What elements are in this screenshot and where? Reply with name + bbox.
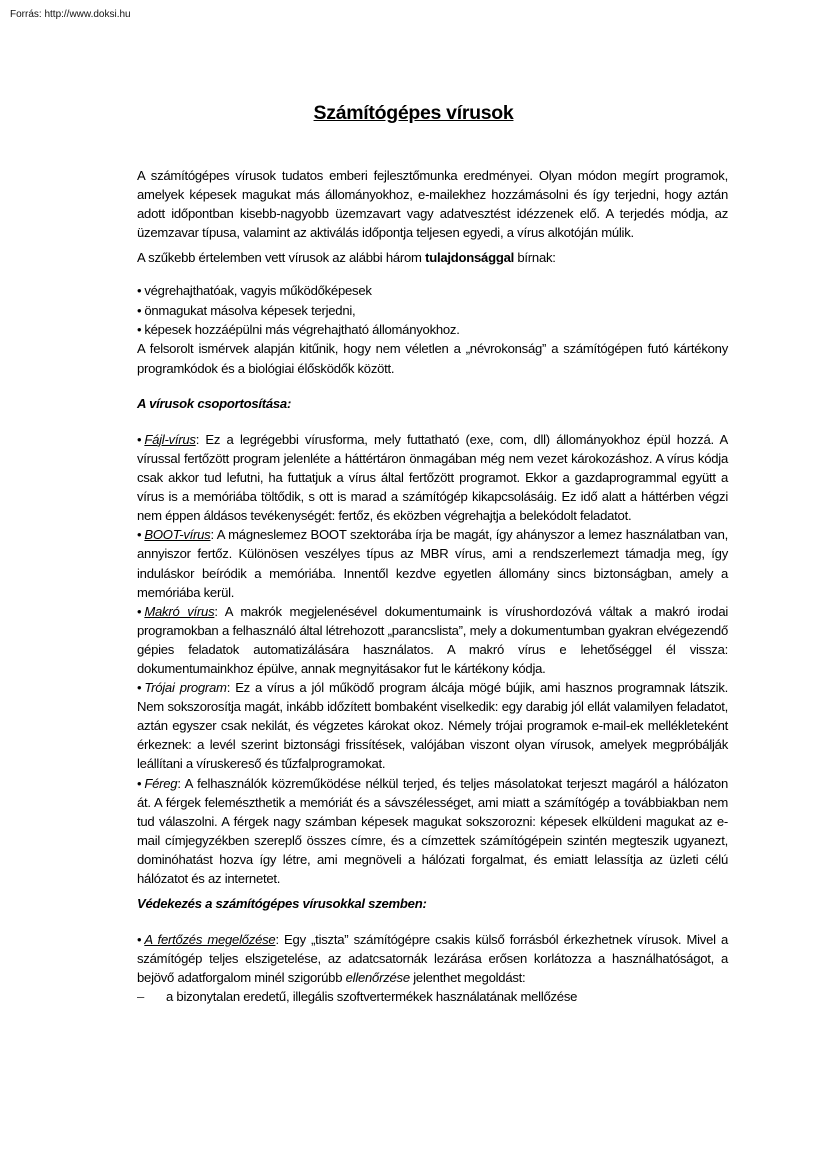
term-file-virus: Fájl-vírus — [144, 431, 196, 447]
list-item: • képesek hozzáépülni más végrehajtható állományokhoz. — [137, 320, 728, 339]
list-item-trojan: • Trójai program: Ez a vírus a jól működő program álcája mögé bújik, ami hasznos programnak látszik. Nem sokszorosítja magát, inkább időzített bombaként viselkedik: egy darabig jól ellát valamilyen feladatot, aztán egyszer csak nekilát, és végzetes károkat okoz. Némely trójai programok e-mail-ek mellékleteként érkeznek: a levél szerint biztonsági frissítések, valójában viszont olyan vírusok, amelyek megpróbálják leállítani a víruskereső és tűzfalprogramokat. — [137, 678, 728, 773]
list-item: • végrehajthatóak, vagyis működőképesek — [137, 281, 728, 300]
term-worm: Féreg — [144, 775, 178, 791]
term-trojan: Trójai program — [144, 680, 227, 696]
dash-bullet-icon: – — [137, 989, 145, 1005]
source-note: Forrás: http://www.doksi.hu — [10, 9, 131, 20]
properties-conclusion: A felsorolt ismérvek alapján kitűnik, hogy nem véletlen a „névrokonság” a számítógépen futó kártékony programkódok és a biológiai élősködők között. — [137, 340, 728, 377]
emphasis-checking: ellenőrzése — [345, 970, 410, 986]
list-item-file-virus: • Fájl-vírus: Ez a legrégebbi vírusforma, mely futtatható (exe, com, dll) állományokhoz épül hozzá. A vírussal fertőzött program jelenléte a háttértáron önmagában még nem vezet károkozáshoz. A vírus kódja csak akkor tud lefutni, ha futtatjuk a vírus által fertőzött programot. Ekkor a gazdaprogrammal együtt a vírus is a memóriába töltődik, s ott is marad a számítógép kikapcsolásáig. Ez idő alatt a háttérben végzi nem éppen áldásos tevékenységét: fertőz, és eközben végrehajtja a belekódolt feladatot. — [137, 430, 728, 525]
document-title: Számítógépes vírusok — [313, 102, 514, 124]
properties-list — [137, 281, 728, 338]
section-heading-grouping: A vírusok csoportosítása: — [137, 395, 292, 411]
dash-list-item: – a bizonytalan eredetű, illegális szoftvertermékek használatának mellőzése — [137, 987, 728, 1006]
properties-intro: A szűkebb értelemben vett vírusok az alábbi három tulajdonsággal bírnak: — [137, 250, 556, 266]
list-item-macro-virus: • Makró vírus: A makrók megjelenésével dokumentumaink is vírushordozóvá váltak a makró irodai programokban a felhasználó által létrehozott „parancslista”, mely a dokumentumban gyakran elvégezendő gépies feladatok automatizálására használatos. A makró vírus e lehetőséggel él vissza: dokumentumainkhoz épülve, annak megnyitásakor fut le kártékony kódja. — [137, 602, 728, 678]
list-item-worm: • Féreg: A felhasználók közreműködése nélkül terjed, és teljes másolatokat terjeszt magáról a hálózaton át. A férgek felemészthetik a memóriát és a sávszélességet, ami miatt a számítógép a továbbiakban nem tud válaszolni. A férgek nagy számban képesek magukat sokszorozni: képesek elküldeni magukat az e-mail címjegyzékben szereplő összes címre, és a címzettek számítógépein szintén megteszik ugyanezt, dominóhatást hozva így létre, ami megnöveli a hálózati forgalmat, és emiatt lelassítja az üzleti célú hálózatot és az internetet. — [137, 774, 728, 889]
term-boot-virus: BOOT-vírus — [144, 527, 211, 543]
term-macro-virus: Makró vírus — [144, 603, 215, 619]
term-prevention: A fertőzés megelőzése — [144, 932, 276, 948]
virus-types-list — [137, 430, 728, 888]
section-heading-defense: Védekezés a számítógépes vírusokkal szemben: — [137, 896, 427, 912]
properties-intro-bold: tulajdonsággal — [425, 250, 514, 266]
list-item-boot-virus: • BOOT-vírus: A mágneslemez BOOT szektorába írja be magát, így ahányszor a lemez használatban van, annyiszor fertőz. Különösen veszélyes típus az MBR vírus, ami a rendszerlemezt támadja meg, így induláskor beíródik a memóriába. Innentől kezdve egyetlen állomány sincs biztonságban, amely a memóriába kerül. — [137, 525, 728, 601]
list-item: • önmagukat másolva képesek terjedni, — [137, 301, 728, 320]
intro-paragraph: A számítógépes vírusok tudatos emberi fejlesztőmunka eredményei. Olyan módon megírt programok, amelyek képesek magukat más állományokhoz, e-mailekhez hozzámásolni és így terjedni, hogy aztán adott időpontban kisebb-nagyobb üzemzavart vagy adatvesztést idézzenek elő. A terjedés módja, az üzemzavar típusa, valamint az aktiválás időpontja teljesen egyedi, a vírus alkotóján múlik. — [137, 168, 728, 241]
document-body — [137, 166, 728, 1007]
list-item-prevention: • A fertőzés megelőzése: Egy „tiszta” számítógépre csakis külső forrásból érkezhetnek vírusok. Mivel a számítógép teljes elszigetelése, az adatcsatornák lezárása erősen korlátozza a használhatóságot, a bejövő adatforgalom minél szigorúbb ellenőrzése jelenthet megoldást: — [137, 930, 728, 987]
